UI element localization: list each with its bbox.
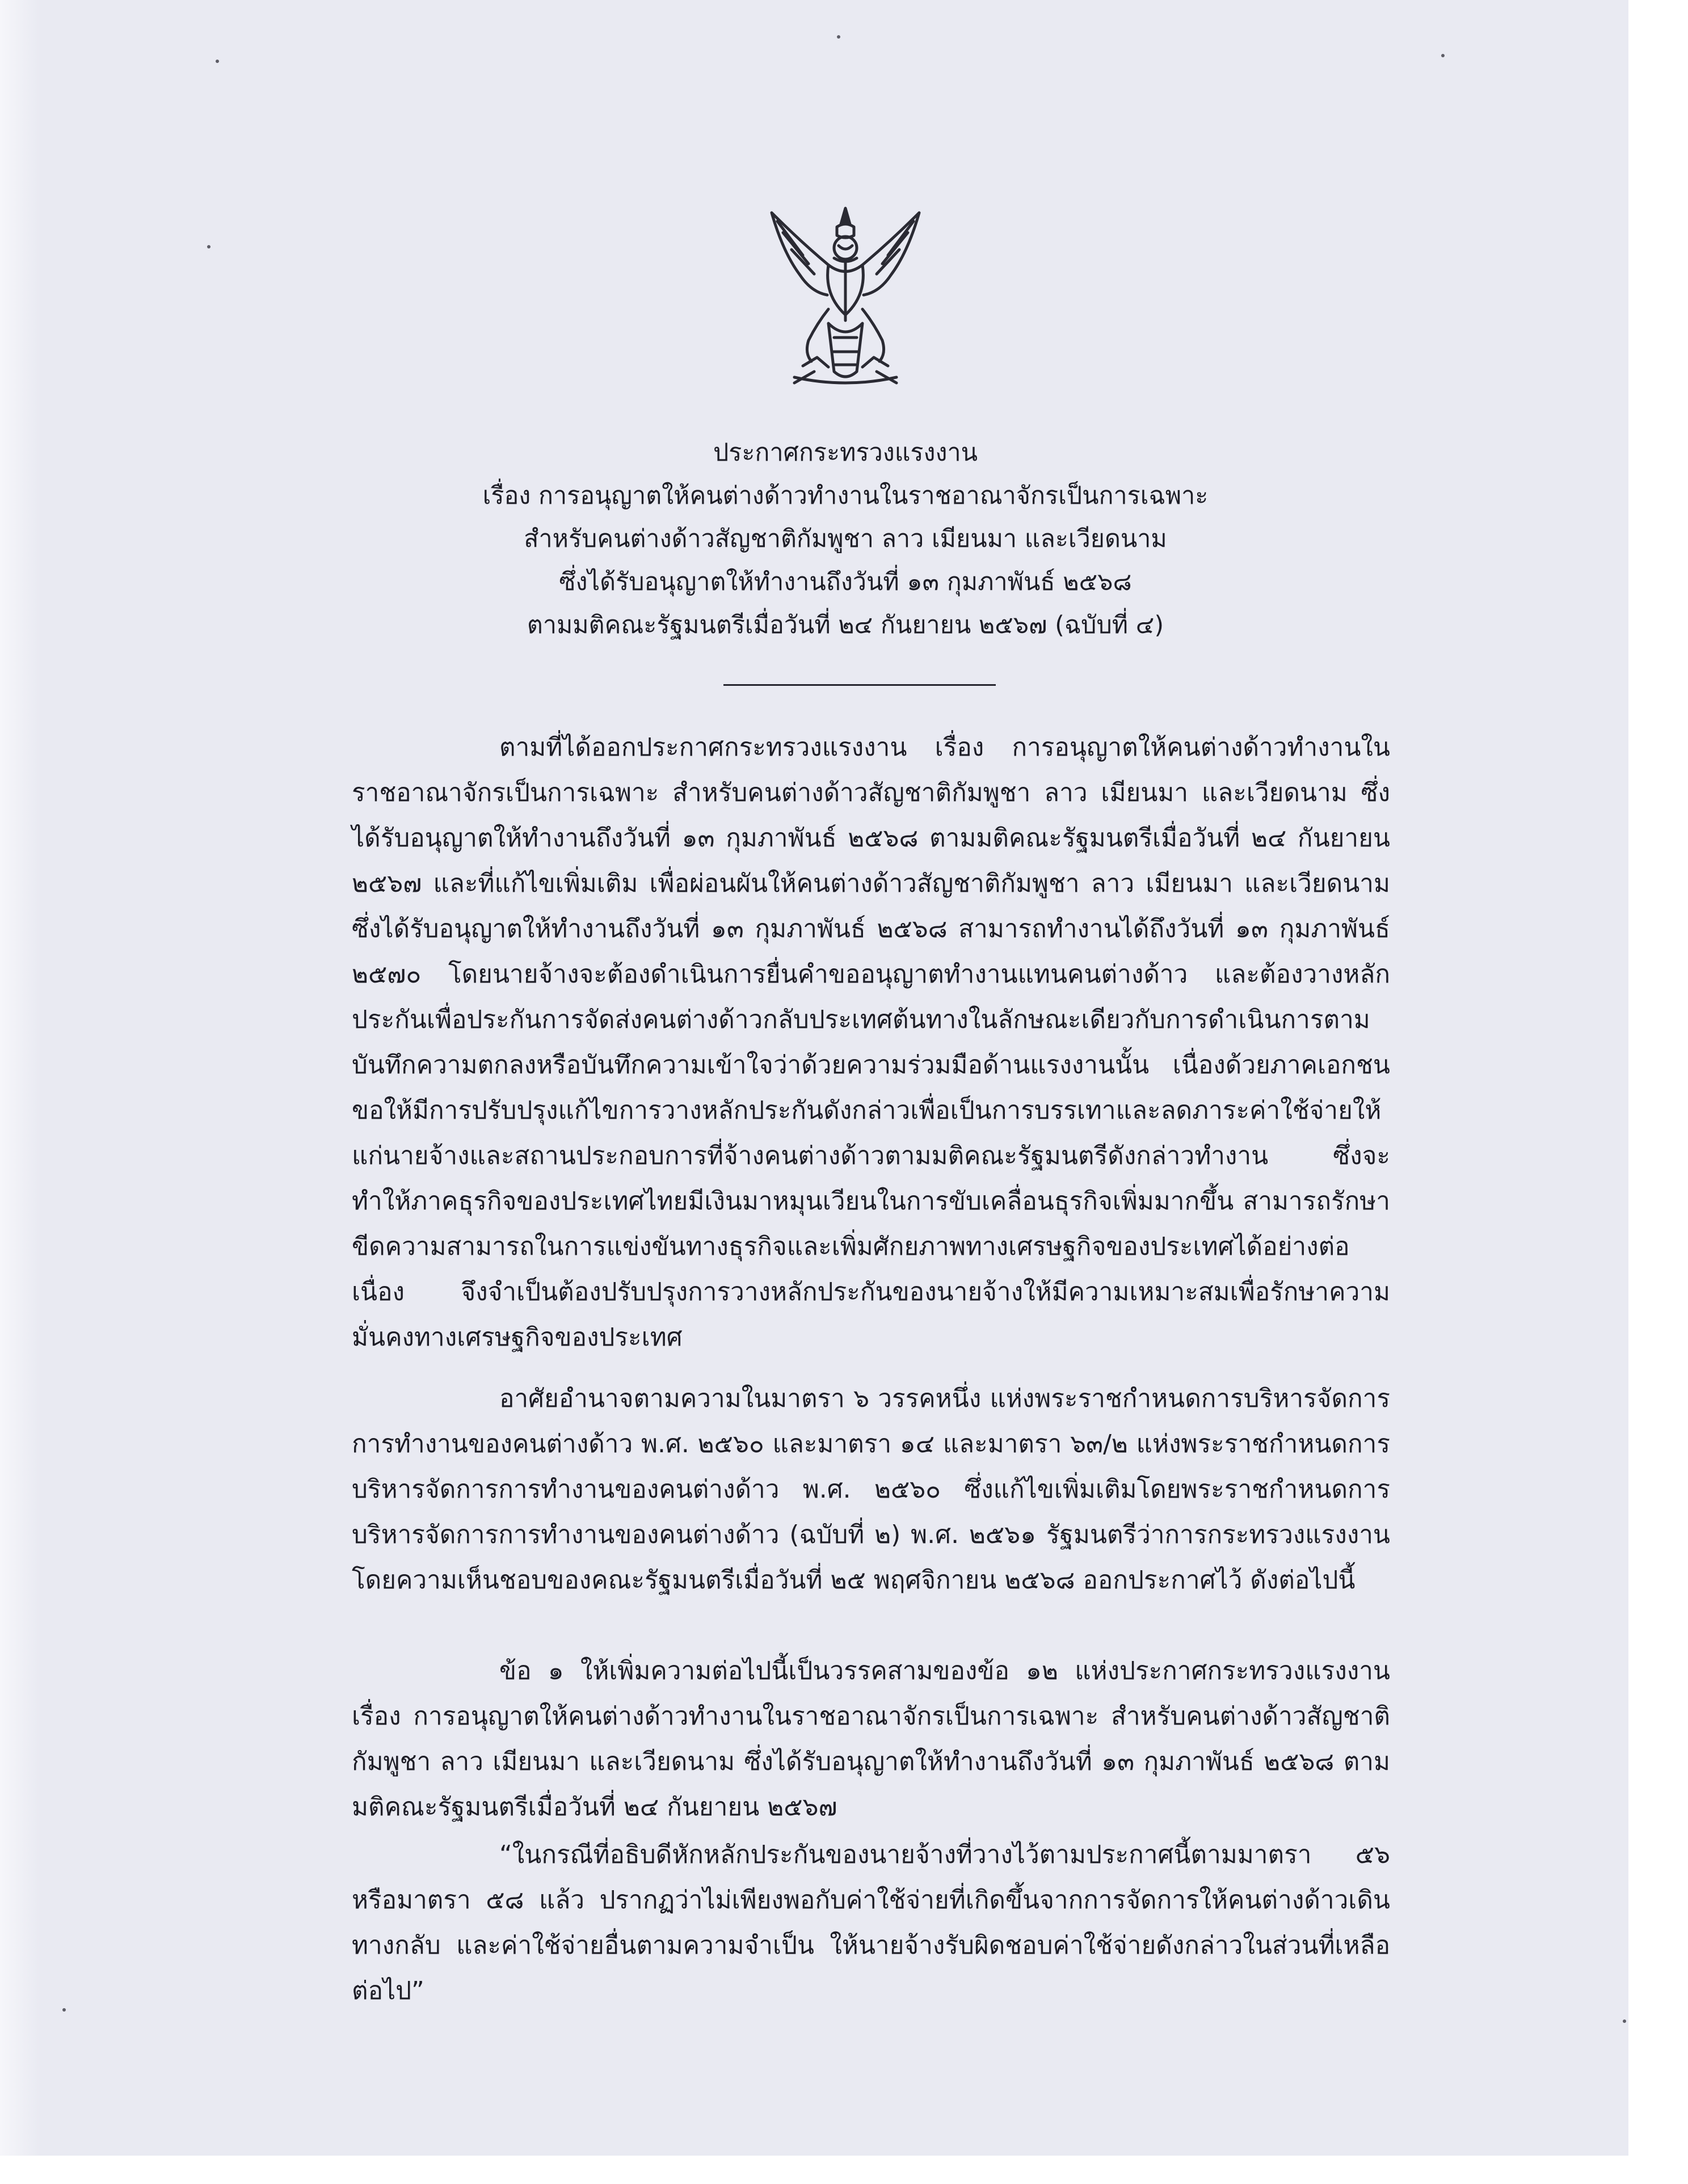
quoted-amendment-paragraph: “ในกรณีที่อธิบดีหักหลักประกันของนายจ้างที่วางไว้ตามประกาศนี้ตามมาตรา ๕๖ หรือมาตรา ๕๘ แล้ว ปรากฏว่าไม่เพียงพอกับค่าใช้จ่ายที่เกิดขึ้นจากการจัดการให้คนต่างด้าวเดินทางกลับ และค่าใช้จ่ายอื่นตามความจำเป็น ให้นายจ้างรับผิดชอบค่าใช้จ่ายดังกล่าวในส่วนที่เหลือต่อไป” — [352, 1840, 1390, 2005]
preamble-paragraph: ตามที่ได้ออกประกาศกระทรวงแรงงาน เรื่อง การอนุญาตให้คนต่างด้าวทำงานในราชอาณาจักรเป็นการเฉพาะ สำหรับคนต่างด้าวสัญชาติกัมพูชา ลาว เมียนมา และเวียดนาม ซึ่งได้รับอนุญาตให้ทำงานถึงวันที่ ๑๓ กุมภาพันธ์ ๒๕๖๘ ตามมติคณะรัฐมนตรีเมื่อวันที่ ๒๔ กันยายน ๒๕๖๗ และที่แก้ไขเพิ่มเติม เพื่อผ่อนผันให้คนต่างด้าวสัญชาติกัมพูชา ลาว เมียนมา และเวียดนาม ซึ่งได้รับอนุญาตให้ทำงานถึงวันที่ ๑๓ กุมภาพันธ์ ๒๕๖๘ สามารถทำงานได้ถึงวันที่ ๑๓ กุมภาพันธ์ ๒๕๗๐ โดยนายจ้างจะต้องดำเนินการยื่นคำขออนุญาตทำงานแทนคนต่างด้าว และต้องวางหลักประกันเพื่อประกันการจัดส่งคนต่างด้าวกลับประเทศต้นทางในลักษณะเดียวกับการดำเนินการตามบันทึกความตกลงหรือบันทึกความเข้าใจว่าด้วยความร่วมมือด้านแรงงานนั้น เนื่องด้วยภาคเอกชนขอให้มีการปรับปรุงแก้ไขการวางหลักประกันดังกล่าวเพื่อเป็นการบรรเทาและลดภาระค่าใช้จ่ายให้แก่นายจ้างและสถานประกอบการที่จ้างคนต่างด้าวตามมติคณะรัฐมนตรีดังกล่าวทำงาน ซึ่งจะทำให้ภาคธุรกิจของประเทศไทยมีเงินมาหมุนเวียนในการขับเคลื่อนธุรกิจเพิ่มมากขึ้น สามารถรักษาขีดความสามารถในการแข่งขันทางธุรกิจและเพิ่มศักยภาพทางเศรษฐกิจของประเทศได้อย่างต่อเนื่อง จึงจำเป็นต้องปรับปรุงการวางหลักประกันของนายจ้างให้มีความเหมาะสมเพื่อรักษาความมั่นคงทางเศรษฐกิจของประเทศ — [352, 733, 1390, 1352]
announcement-title — [318, 431, 1373, 647]
title-line: สำหรับคนต่างด้าวสัญชาติกัมพูชา ลาว เมียนมา และเวียดนาม — [524, 525, 1167, 553]
scan-speck — [216, 60, 219, 63]
scan-speck — [62, 2008, 66, 2012]
authority-paragraph: อาศัยอำนาจตามความในมาตรา ๖ วรรคหนึ่ง แห่งพระราชกำหนดการบริหารจัดการการทำงานของคนต่างด้าว พ.ศ. ๒๕๖๐ และมาตรา ๑๔ และมาตรา ๖๓/๒ แห่งพระราชกำหนดการบริหารจัดการการทำงานของคนต่างด้าว พ.ศ. ๒๕๖๐ ซึ่งแก้ไขเพิ่มเติมโดยพระราชกำหนดการบริหารจัดการการทำงานของคนต่างด้าว (ฉบับที่ ๒) พ.ศ. ๒๕๖๑ รัฐมนตรีว่าการกระทรวงแรงงาน โดยความเห็นชอบของคณะรัฐมนตรีเมื่อวันที่ ๒๕ พฤศจิกายน ๒๕๖๘ ออกประกาศไว้ ดังต่อไปนี้ — [352, 1384, 1390, 1595]
clause-1-paragraph: ข้อ ๑ ให้เพิ่มความต่อไปนี้เป็นวรรคสามของข้อ ๑๒ แห่งประกาศกระทรวงแรงงาน เรื่อง การอนุญาตให้คนต่างด้าวทำงานในราชอาณาจักรเป็นการเฉพาะ สำหรับคนต่างด้าวสัญชาติกัมพูชา ลาว เมียนมา และเวียดนาม ซึ่งได้รับอนุญาตให้ทำงานถึงวันที่ ๑๓ กุมภาพันธ์ ๒๕๖๘ ตามมติคณะรัฐมนตรีเมื่อวันที่ ๒๔ กันยายน ๒๕๖๗ — [352, 1656, 1390, 1822]
title-line: ประกาศกระทรวงแรงงาน — [713, 439, 978, 467]
title-line: ตามมติคณะรัฐมนตรีเมื่อวันที่ ๒๔ กันยายน ๒๕๖๗ (ฉบับที่ ๔) — [527, 611, 1164, 639]
title-divider — [723, 684, 996, 686]
scan-speck — [837, 35, 840, 39]
scan-speck — [1441, 54, 1445, 57]
scan-speck — [1623, 2019, 1626, 2023]
title-line: เรื่อง การอนุญาตให้คนต่างด้าวทำงานในราชอาณาจักรเป็นการเฉพาะ — [482, 482, 1209, 510]
title-line: ซึ่งได้รับอนุญาตให้ทำงานถึงวันที่ ๑๓ กุมภาพันธ์ ๒๕๖๘ — [559, 568, 1132, 596]
scan-speck — [207, 245, 211, 248]
garuda-emblem-icon — [760, 201, 931, 394]
page-edge-shadow — [0, 0, 40, 2156]
